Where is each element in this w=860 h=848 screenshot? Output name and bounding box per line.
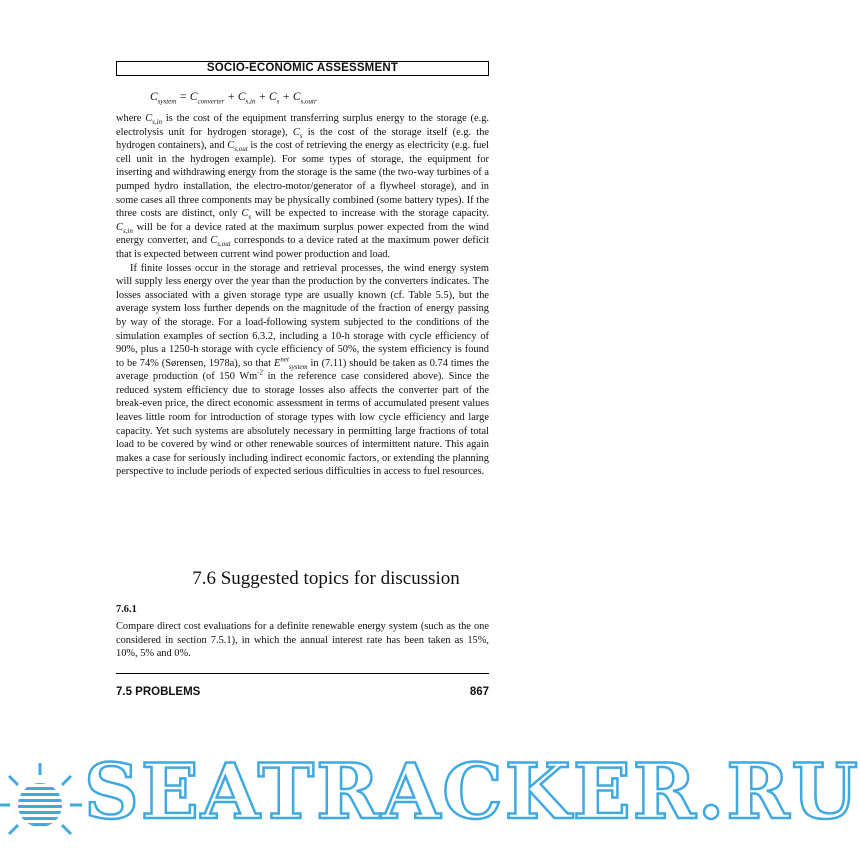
running-header: SOCIO-ECONOMIC ASSESSMENT <box>116 61 489 76</box>
page-footer <box>116 673 489 698</box>
footer-chapter: 7.5 PROBLEMS <box>116 686 201 698</box>
subsection-number: 7.6.1 <box>116 604 137 615</box>
paragraph-storage-costs: where $C_{s,in}$ is the cost of the equipment transferring surplus energy to the storage (e.g. electrolysis unit for hydrogen storage), $C_s$ is the cost of the storage itself (e.g. the hydrogen containers), and $C_{s,out}$ is the cost of retrieving the energy as electricity (e.g. fuel cell unit in the hydrogen example). For some types of storage, the equipment for inserting and withdrawing energy from the storage is the same (the two-way turbines of a pumped hydro installation, the electro-motor/generator of a flywheel storage), and in some cases all three components may be physically combined (some battery types). If the three costs are distinct, only $C_s$ will be expected to increase with the storage capacity. $C_{s,in}$ will be for a device rated at the maximum surplus power expected from the wind energy converter, and $C_{s,out}$ corresponds to a device rated at the maximum power deficit that is expected between current wind power production and load. <box>116 113 490 260</box>
sun-logo-icon <box>0 745 90 848</box>
body-text <box>116 112 489 479</box>
paragraph-storage-losses: If finite losses occur in the storage and retrieval processes, the wind energy system will supply less energy over the year than the production by the converters indicates. The losses associated with a given storage type are usually known (cf. Table 5.5), but the average system loss further depends on the magnitude of the fraction of energy passing by way of the storage. For a load-following system subjected to the conditions of the simulation examples of section 6.3.2, including a 10-h storage with cycle efficiency of 90%, plus a 1250-h storage with cycle efficiency of 50%, the system efficiency is found to be 74% (Sørensen, 1978a), so that $E^{net}_{system}$ in (7.11) should be taken as 0.74 times the average production (of 150 $Wm^{-2}$ in the reference case considered above). Since the reduced system efficiency due to storage losses also affects the converter part of the break-even price, the direct economic assessment in terms of accumulated present values leaves little room for introduction of storage types with low cycle efficiency and large capacity. Yet such systems are absolutely necessary in permitting large fractions of total load to be covered by wind or other renewable sources of intermittent nature. This again makes a case for seriously including indirect economic factors, or extending the planning perspective to include periods of expected serious difficulties in access to fuel resources. <box>116 262 489 478</box>
discussion-question: Compare direct cost evaluations for a definite renewable energy system (such as the one considered in section 7.5.1), in which the annual interest rate has been taken as 15%, 10%, 5% and 0%. <box>116 621 489 660</box>
section-heading: 7.6 Suggested topics for discussion <box>192 568 460 589</box>
watermark <box>0 745 860 848</box>
page-number: 867 <box>469 686 489 698</box>
watermark-text: SEATRACKER.RU <box>84 747 860 836</box>
system-cost-equation: $C_{system} = C_{converter} + C_{s,in} + C_s + C_{s,outr}$ <box>150 91 317 106</box>
